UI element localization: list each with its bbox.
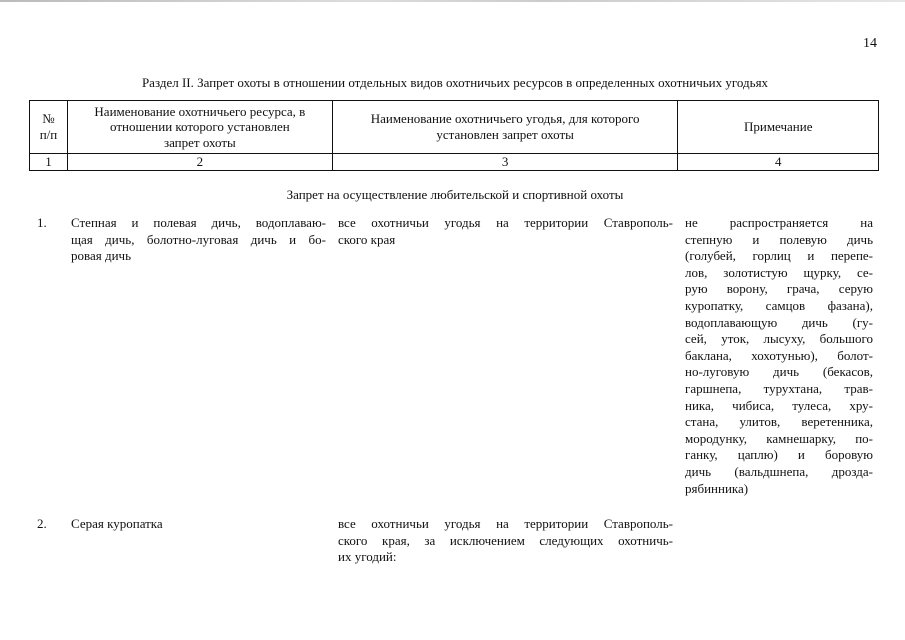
text-line: не распространяется на xyxy=(685,215,873,230)
header-resource-line: Наименование охотничьего ресурса, в xyxy=(94,103,306,119)
header-cell-number xyxy=(30,101,68,154)
text-line: степную и полевую дичь xyxy=(685,231,873,247)
row-resource xyxy=(71,516,326,533)
row-note xyxy=(685,215,873,497)
header-number-line: п/п xyxy=(39,127,58,142)
text-line: рую ворону, грача, серую xyxy=(685,281,873,297)
text-line: куропатку, самцов фазана), xyxy=(685,297,873,313)
text-line: ского края xyxy=(338,231,396,247)
text-line: водоплавающую дичь (гу- xyxy=(685,314,873,330)
page-number: 14 xyxy=(863,36,877,51)
header-cell-area xyxy=(332,101,678,154)
text-line: Степная и полевая дичь, водоплаваю- xyxy=(71,215,326,230)
subsection-title: Запрет на осуществление любительской и спортивной охоты xyxy=(286,187,624,202)
header-row xyxy=(30,101,879,154)
header-resource-line: запрет охоты xyxy=(163,134,236,150)
table-header xyxy=(29,100,879,171)
row-resource xyxy=(71,215,326,265)
text-line: их угодий: xyxy=(338,549,397,565)
column-number: 1 xyxy=(30,154,68,171)
text-line: стана, улитов, веретенника, xyxy=(685,414,873,430)
text-line: мородунку, камнешарку, по- xyxy=(685,430,873,446)
row-number: 1. xyxy=(37,215,47,230)
header-area-line: установлен запрет охоты xyxy=(436,127,574,142)
column-number: 3 xyxy=(332,154,678,171)
text-line: ника, чибиса, тулеса, хру- xyxy=(685,397,873,413)
text-line: гаршнепа, турухтана, трав- xyxy=(685,380,873,396)
text-line: Серая куропатка xyxy=(71,516,163,531)
column-number: 4 xyxy=(678,154,879,171)
row-area xyxy=(338,516,673,566)
text-line: ского края, за исключением следующих охотничь- xyxy=(338,532,673,548)
row-number: 2. xyxy=(37,516,47,531)
text-line: ганку, цаплю) и боровую xyxy=(685,447,873,463)
text-line: все охотничьи угодья на территории Ставрополь- xyxy=(338,215,673,230)
text-line: ровая дичь xyxy=(71,248,132,264)
header-number-line: № xyxy=(42,111,55,127)
text-line: лов, золотистую щурку, се- xyxy=(685,264,873,280)
text-line: сей, уток, лысуху, большого xyxy=(685,331,873,347)
section-title: Раздел II. Запрет охоты в отношении отдельных видов охотничьих ресурсов в определенных охотничьих угодьях xyxy=(141,75,769,90)
header-area-line: Наименование охотничьего угодья, для которого xyxy=(370,111,640,127)
header-cell-resource xyxy=(67,101,332,154)
text-line: (голубей, горлиц и перепе- xyxy=(685,248,873,264)
text-line: дичь (вальдшнепа, дрозда- xyxy=(685,463,873,479)
scan-top-edge xyxy=(0,0,905,2)
text-line: рябинника) xyxy=(685,480,749,496)
text-line: щая дичь, болотно-луговая дичь и бо- xyxy=(71,231,326,247)
column-number-row xyxy=(30,154,879,171)
text-line: но-луговую дичь (бекасов, xyxy=(685,364,873,380)
text-line: баклана, хохотунью), болот- xyxy=(685,347,873,363)
header-resource-line: отношении которого установлен xyxy=(110,119,290,135)
text-line: все охотничьи угодья на территории Ставрополь- xyxy=(338,516,673,531)
row-area xyxy=(338,215,673,248)
column-number: 2 xyxy=(67,154,332,171)
header-cell-note: Примечание xyxy=(678,101,879,154)
